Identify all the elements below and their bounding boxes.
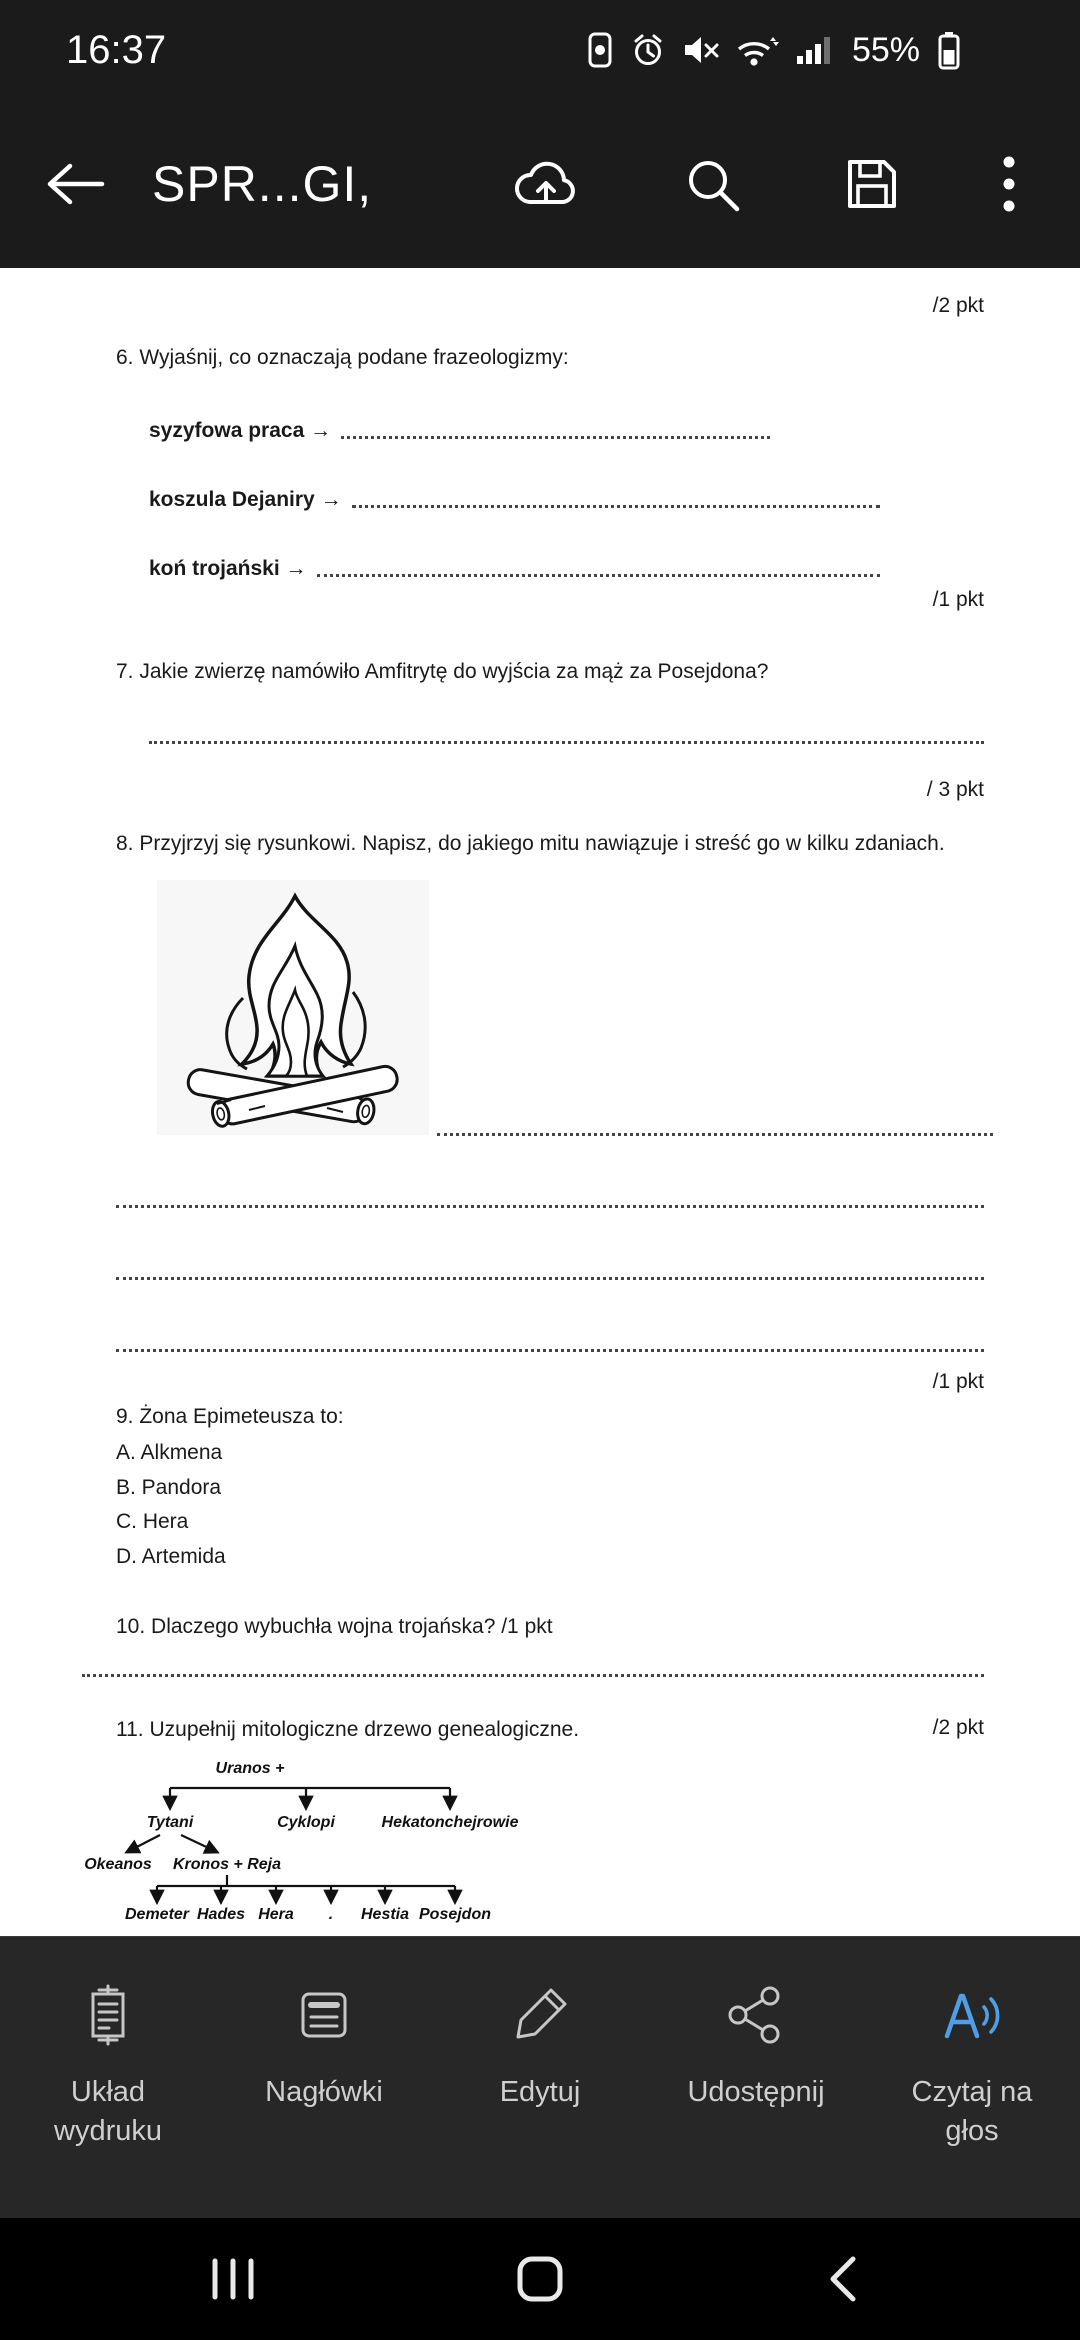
q9-option-c: C. Hera <box>116 1510 189 1533</box>
answer-dots <box>341 436 770 439</box>
back-icon <box>44 160 106 208</box>
points-label-top: /2 pkt <box>932 294 984 317</box>
status-icons <box>586 30 962 70</box>
share-button[interactable] <box>648 1937 864 2218</box>
answer-line <box>437 1133 993 1136</box>
answer-dots <box>317 574 880 577</box>
toolbar-item-label: Edytuj <box>499 2076 581 2108</box>
tree-node-posejdon: Posejdon <box>418 1906 492 1923</box>
toolbar-item-label: Nagłówki <box>265 2076 383 2108</box>
question-10-text: 10. Dlaczego wybuchła wojna trojańska? /1 pkt <box>116 1615 553 1638</box>
app-toolbar <box>0 100 1080 268</box>
answer-line <box>149 741 984 744</box>
genealogy-tree <box>75 1758 595 1930</box>
back-icon <box>819 2251 875 2307</box>
share-icon <box>723 1982 789 2048</box>
alarm-icon <box>630 32 666 68</box>
wifi-icon <box>736 32 780 68</box>
mute-icon <box>682 32 720 68</box>
q9-option-b: B. Pandora <box>116 1476 222 1499</box>
tree-node-cyklopi: Cyklopi <box>277 1814 335 1831</box>
question-7-text: 7. Jakie zwierzę namówiło Amfitrytę do wyjścia za mąż za Posejdona? <box>116 660 769 683</box>
tree-node-hekatonchejrowie: Hekatonchejrowie <box>381 1814 519 1831</box>
toolbar-item-label: Czytaj na głos <box>911 2076 1033 2148</box>
status-bar <box>0 0 1080 100</box>
home-button[interactable] <box>512 2251 568 2307</box>
answer-line <box>82 1674 984 1677</box>
headings-button[interactable] <box>216 1937 432 2218</box>
question-11-text: 11. Uzupełnij mitologiczne drzewo genealogiczne. <box>116 1718 580 1741</box>
search-button[interactable] <box>682 154 742 214</box>
tree-node-hera: Hera <box>258 1906 294 1923</box>
toolbar-item-label: Udostępnij <box>687 2076 825 2108</box>
navigation-bar <box>0 2218 1080 2340</box>
battery-saver-icon <box>586 31 614 69</box>
points-label-q8: /1 pkt <box>932 1370 984 1393</box>
points-label-q7: / 3 pkt <box>926 778 984 801</box>
tree-lines <box>75 1758 595 1930</box>
term-row-1 <box>149 416 770 446</box>
bottom-toolbar <box>0 1936 1080 2218</box>
tree-node-demeter: Demeter <box>124 1906 190 1923</box>
read-aloud-icon <box>939 1982 1005 2048</box>
campfire-image <box>157 880 429 1135</box>
answer-line <box>116 1349 984 1352</box>
search-icon <box>682 154 742 214</box>
tree-node-kronos-reja: Kronos + Reja <box>172 1856 282 1873</box>
answer-line <box>116 1277 984 1280</box>
term-1-label: syzyfowa praca → <box>149 419 332 442</box>
campfire-drawing <box>157 880 429 1135</box>
tree-node-hestia: Hestia <box>360 1906 410 1923</box>
home-icon <box>512 2251 568 2307</box>
print-layout-button[interactable] <box>0 1937 216 2218</box>
back-button[interactable] <box>44 160 106 208</box>
term-2-label: koszula Dejaniry → <box>149 488 342 511</box>
recents-button[interactable] <box>205 2251 261 2307</box>
status-time: 16:37 <box>66 27 167 72</box>
print-layout-icon <box>75 1982 141 2048</box>
document-title: SPR...GI, <box>152 156 373 212</box>
cloud-upload-icon <box>510 155 582 213</box>
tree-node-hades: Hades <box>196 1906 246 1923</box>
signal-icon <box>796 32 830 68</box>
tree-node-uranos: Uranos + <box>215 1760 285 1777</box>
points-label-q6: /1 pkt <box>932 588 984 611</box>
term-row-2 <box>149 485 880 515</box>
term-row-3 <box>149 554 880 584</box>
question-8-text: 8. Przyjrzyj się rysunkowi. Napisz, do jakiego mitu nawiązuje i streść go w kilku zdaniach. <box>116 832 945 855</box>
edit-button[interactable] <box>432 1937 648 2218</box>
overflow-menu-button[interactable] <box>1002 155 1016 213</box>
recents-icon <box>205 2251 261 2307</box>
headings-icon <box>291 1982 357 2048</box>
upload-button[interactable] <box>510 155 582 213</box>
app-actions <box>510 154 1016 214</box>
toolbar-item-label: Układ wydruku <box>54 2076 162 2148</box>
tree-node-okeanos: Okeanos <box>84 1856 152 1873</box>
q9-option-d: D. Artemida <box>116 1545 226 1568</box>
edit-icon <box>507 1982 573 2048</box>
q9-option-a: A. Alkmena <box>116 1441 223 1464</box>
save-button[interactable] <box>842 154 902 214</box>
document-page[interactable] <box>0 268 1080 1936</box>
question-6-text: 6. Wyjaśnij, co oznaczają podane frazeologizmy: <box>116 346 569 369</box>
tree-node-tytani: Tytani <box>146 1814 194 1831</box>
points-label-q11: /2 pkt <box>932 1716 984 1739</box>
read-aloud-button[interactable] <box>864 1937 1080 2218</box>
answer-dots <box>352 505 880 508</box>
overflow-menu-icon <box>1002 155 1016 213</box>
save-icon <box>842 154 902 214</box>
back-nav-button[interactable] <box>819 2251 875 2307</box>
battery-percent: 55% <box>851 30 920 69</box>
battery-icon <box>936 30 962 70</box>
question-9-text: 9. Żona Epimeteusza to: <box>116 1405 344 1428</box>
term-3-label: koń trojański → <box>149 557 307 580</box>
answer-line <box>116 1205 984 1208</box>
tree-node-blank: . <box>328 1906 334 1923</box>
